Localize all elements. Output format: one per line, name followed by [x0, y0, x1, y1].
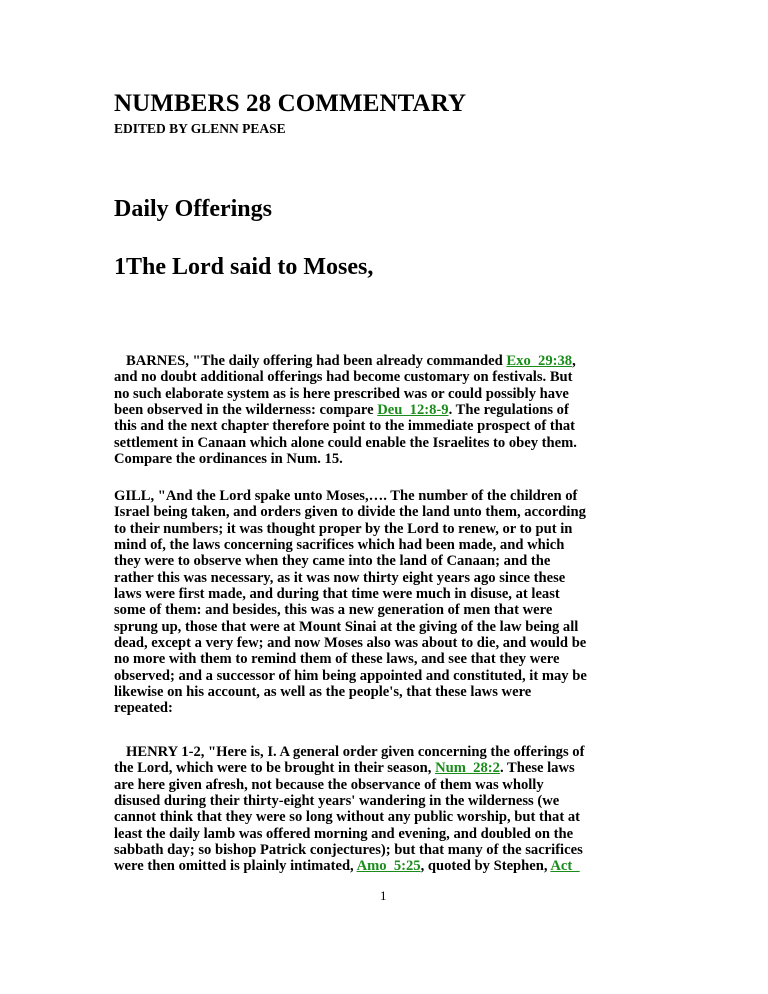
text-line: some of them: and besides, this was a new generation of men that were [114, 602, 553, 619]
text-span: . These laws [499, 760, 575, 777]
text-line: observed; and a successor of him being appointed and constituted, it may be [114, 667, 587, 684]
henry-commentary [114, 744, 654, 875]
text-line [114, 402, 654, 418]
gill-commentary [114, 488, 654, 717]
text-line: laws were first made, and during that time were much in disuse, at least [114, 586, 560, 603]
text-line: cannot think that they were so long without any public worship, but that at [114, 809, 580, 826]
text-line: dead, except a very few; and now Moses also was about to die, and would be [114, 635, 587, 652]
text-line: repeated: [114, 700, 173, 717]
text-line: this and the next chapter therefore point to the immediate prospect of that [114, 418, 576, 435]
text-span: . The regulations of [448, 402, 569, 419]
text-line: mind of, the laws concerning sacrifices which had been made, and which [114, 537, 565, 554]
scripture-link-act[interactable]: Act_ [550, 858, 580, 875]
text-line: are here given afresh, not because the observance of them was wholly [114, 776, 544, 793]
text-line [114, 760, 654, 776]
text-span: been observed in the wilderness: compare [114, 402, 378, 419]
text-line: and no doubt additional offerings had become customary on festivals. But [114, 369, 573, 386]
scripture-link-exo-29-38[interactable]: Exo_29:38 [506, 353, 573, 369]
text-span: , quoted by Stephen, [420, 858, 551, 875]
text-line: GILL, "And the Lord spake unto Moses,…. The number of the children of [114, 488, 578, 504]
scripture-link-deu-12-8-9[interactable]: Deu_12:8-9 [377, 402, 449, 419]
text-line: HENRY 1-2, "Here is, I. A general order given concerning the offerings of [126, 744, 585, 760]
text-line: sabbath day; so bishop Patrick conjectures); but that many of the sacrifices [114, 842, 583, 859]
text-line: disused during their thirty-eight years' wandering in the wilderness (we [114, 793, 560, 810]
text-span: were then omitted is plainly intimated, [114, 858, 357, 875]
scripture-link-num-28-2[interactable]: Num_28:2 [435, 760, 500, 777]
text-span: , [572, 353, 576, 369]
barnes-commentary [114, 353, 654, 467]
text-span: BARNES, "The daily offering had been already commanded [126, 353, 507, 369]
verse-heading: 1The Lord said to Moses, [114, 254, 374, 280]
text-line: least the daily lamb was offered morning and evening, and doubled on the [114, 825, 574, 842]
text-line: settlement in Canaan which alone could enable the Israelites to obey them. [114, 434, 577, 451]
text-line: rather this was necessary, as it was now thirty eight years ago since these [114, 569, 566, 586]
text-line: sprung up, those that were at Mount Sinai at the giving of the law being all [114, 618, 579, 635]
text-line [114, 858, 654, 874]
text-line: Israel being taken, and orders given to divide the land unto them, according [114, 504, 586, 521]
text-line: likewise on his account, as well as the people's, that these laws were [114, 684, 532, 701]
text-line: to their numbers; it was thought proper by the Lord to renew, or to put in [114, 520, 573, 537]
editor-line: EDITED BY GLENN PEASE [114, 121, 286, 136]
text-span: the Lord, which were to be brought in their season, [114, 760, 436, 777]
page-number: 1 [380, 888, 387, 903]
text-line [114, 353, 654, 369]
section-heading: Daily Offerings [114, 196, 272, 222]
text-line: they were to observe when they came into the land of Canaan; and the [114, 553, 551, 570]
document-title: NUMBERS 28 COMMENTARY [114, 90, 467, 117]
text-line: no such elaborate system as is here prescribed was or could possibly have [114, 385, 569, 402]
scripture-link-amo-5-25[interactable]: Amo_5:25 [356, 858, 421, 875]
text-line: Compare the ordinances in Num. 15. [114, 451, 343, 468]
text-line: no more with them to remind them of these laws, and see that they were [114, 651, 560, 668]
